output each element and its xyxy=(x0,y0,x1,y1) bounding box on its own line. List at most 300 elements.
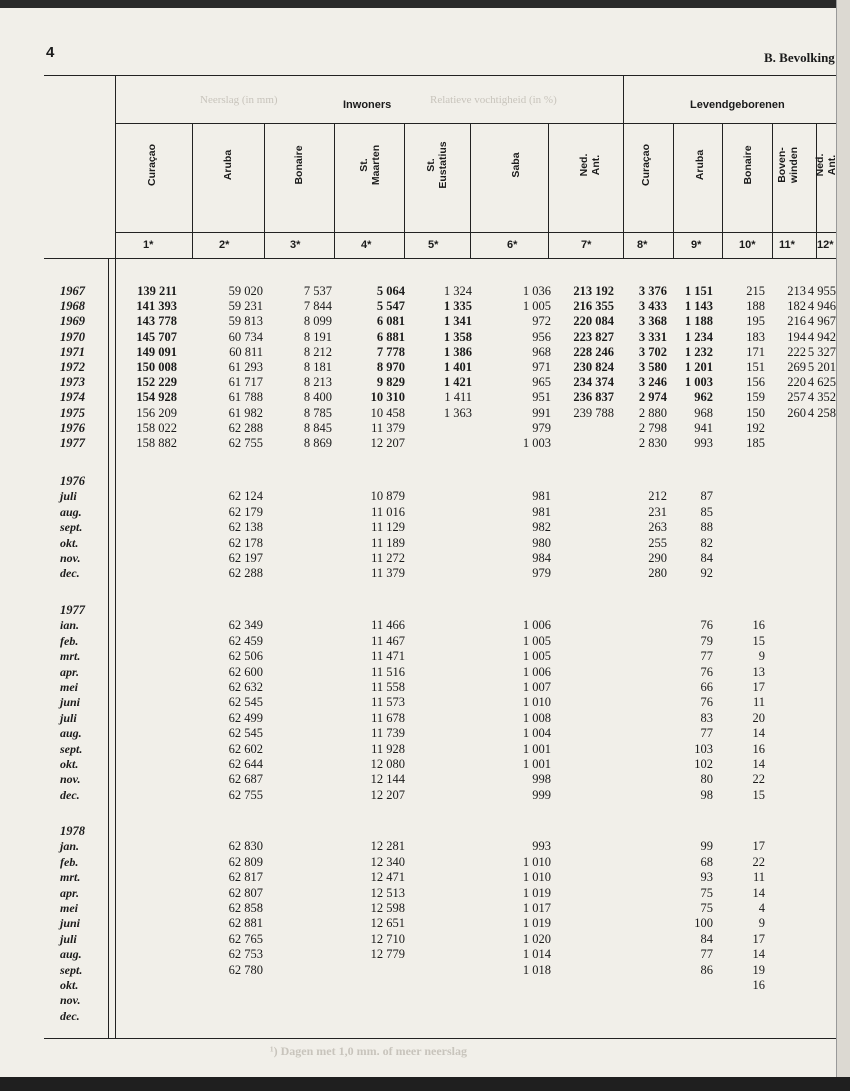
table-cell: 11 272 xyxy=(371,551,405,565)
table-cell: 965 xyxy=(532,375,551,390)
table-cell: 220 xyxy=(787,375,806,390)
column-header-line: winden xyxy=(788,146,800,184)
table-cell: 10 310 xyxy=(370,390,405,405)
row-label: dec. xyxy=(60,787,80,802)
table-cell: 1 358 xyxy=(443,329,472,344)
table-cell: 1 421 xyxy=(443,375,472,390)
table-cell: 77 xyxy=(700,649,713,664)
header-rule xyxy=(115,232,836,233)
table-cell: 12 340 xyxy=(370,854,405,869)
table-cell: 59 813 xyxy=(228,314,263,329)
table-cell: 1 324 xyxy=(443,284,472,298)
table-cell: 1 003 xyxy=(684,375,713,390)
table-cell: 11 739 xyxy=(371,726,405,741)
table-cell: 1 004 xyxy=(522,726,551,741)
table-cell: 968 xyxy=(694,405,713,420)
scan-top-edge xyxy=(0,0,850,8)
table-cell: 11 928 xyxy=(371,741,405,756)
table-cell: 8 845 xyxy=(303,420,332,435)
table-cell: 62 459 xyxy=(228,633,263,648)
table-cell: 239 788 xyxy=(573,405,614,420)
table-cell: 62 545 xyxy=(228,726,263,741)
table-cell: 16 xyxy=(752,741,765,756)
table-cell: 234 374 xyxy=(573,375,614,390)
scan-right-edge xyxy=(836,0,850,1091)
column-number: 10* xyxy=(739,239,756,251)
table-cell: 61 717 xyxy=(228,375,263,390)
column-number: 11* xyxy=(779,239,795,251)
table-cell: 1 005 xyxy=(522,633,551,648)
table-cell: 1 008 xyxy=(522,710,551,725)
row-label: nov. xyxy=(60,772,81,787)
table-cell: 149 091 xyxy=(136,344,177,359)
table-cell: 11 516 xyxy=(371,664,405,679)
table-cell: 61 982 xyxy=(228,405,263,420)
row-label: dec. xyxy=(60,1008,80,1023)
table-cell: 1 010 xyxy=(522,870,551,885)
row-label: aug. xyxy=(60,947,82,962)
table-cell: 255 xyxy=(648,535,667,550)
table-cell: 16 xyxy=(752,618,765,633)
row-label: apr. xyxy=(60,885,80,900)
table-cell: 62 138 xyxy=(228,520,263,535)
table-cell: 1 019 xyxy=(522,916,551,931)
group-levendgeborenen: Levendgeborenen xyxy=(690,99,785,111)
table-cell: 1 335 xyxy=(443,299,472,314)
table-cell: 8 213 xyxy=(303,375,332,390)
table-cell: 951 xyxy=(532,390,551,405)
table-cell: 1 188 xyxy=(684,314,713,329)
table-cell: 3 331 xyxy=(638,329,667,344)
column-number: 6* xyxy=(507,239,518,251)
table-cell: 62 178 xyxy=(228,535,263,550)
row-label: mrt. xyxy=(60,870,81,885)
table-cell: 14 xyxy=(752,947,765,962)
table-cell: 216 xyxy=(787,314,806,329)
table-cell: 171 xyxy=(746,344,765,359)
table-cell: 4 625 xyxy=(807,375,836,390)
column-header-line: St. xyxy=(358,158,370,172)
row-label: 1973 xyxy=(60,375,85,390)
table-top-rule xyxy=(44,75,836,76)
row-label: okt. xyxy=(60,535,79,550)
scan-bottom-edge xyxy=(0,1077,850,1091)
table-cell: 1 143 xyxy=(684,299,713,314)
row-label: 1972 xyxy=(60,360,85,374)
column-header-5 xyxy=(425,110,449,220)
row-label: 1967 xyxy=(60,284,85,298)
column-header-line: Aruba xyxy=(694,149,706,181)
table-cell: 62 755 xyxy=(228,787,263,802)
row-label: 1975 xyxy=(60,405,85,420)
column-header-line: St. xyxy=(425,158,437,172)
row-label: juni xyxy=(60,695,81,710)
column-divider xyxy=(548,123,549,258)
table-cell: 257 xyxy=(787,390,806,405)
table-cell: 7 844 xyxy=(303,299,332,314)
column-number: 7* xyxy=(581,239,592,251)
table-cell: 3 433 xyxy=(638,299,667,314)
table-cell: 1 005 xyxy=(522,299,551,314)
table-cell: 984 xyxy=(532,551,551,565)
table-cell: 213 192 xyxy=(573,284,614,298)
table-cell: 4 352 xyxy=(807,390,836,405)
table-cell: 236 837 xyxy=(573,390,614,405)
column-header-line: Ant. xyxy=(590,154,602,176)
table-cell: 14 xyxy=(752,757,765,771)
table-cell: 228 246 xyxy=(573,344,614,359)
table-cell: 5 201 xyxy=(807,360,836,374)
row-label: 1976 xyxy=(60,420,85,435)
table-cell: 22 xyxy=(752,772,765,787)
table-cell: 87 xyxy=(700,489,713,504)
table-cell: 99 xyxy=(700,839,713,854)
table-cell: 230 824 xyxy=(573,360,614,374)
table-cell: 12 710 xyxy=(370,931,405,946)
table-cell: 1 234 xyxy=(684,329,713,344)
header-bottom-rule xyxy=(44,258,836,259)
row-label: jan. xyxy=(60,839,80,854)
row-label: aug. xyxy=(60,726,82,741)
table-cell: 260 xyxy=(787,405,806,420)
column-divider xyxy=(623,123,624,258)
table-cell: 62 807 xyxy=(228,885,263,900)
table-cell: 982 xyxy=(532,520,551,535)
table-cell: 143 778 xyxy=(136,314,177,329)
table-cell: 151 xyxy=(746,360,765,374)
table-cell: 152 229 xyxy=(136,375,177,390)
table-cell: 7 778 xyxy=(376,344,405,359)
column-header-7 xyxy=(578,110,602,220)
table-cell: 3 376 xyxy=(638,284,667,298)
column-header-3 xyxy=(293,110,305,220)
table-cell: 11 558 xyxy=(371,680,405,694)
table-cell: 8 400 xyxy=(303,390,332,405)
table-cell: 8 181 xyxy=(303,360,332,374)
table-cell: 62 755 xyxy=(228,436,263,450)
table-cell: 62 687 xyxy=(228,772,263,787)
table-cell: 15 xyxy=(752,787,765,802)
table-cell: 12 513 xyxy=(370,885,405,900)
table-cell: 76 xyxy=(700,664,713,679)
column-header-line: Saba xyxy=(510,152,522,178)
column-header-line: Ned. xyxy=(814,153,826,177)
column-number: 8* xyxy=(637,239,648,251)
table-cell: 88 xyxy=(700,520,713,535)
table-cell: 82 xyxy=(700,535,713,550)
table-cell: 1 010 xyxy=(522,854,551,869)
table-cell: 1 151 xyxy=(684,284,713,298)
table-cell: 17 xyxy=(752,931,765,946)
stub-divider xyxy=(115,75,116,1038)
table-cell: 17 xyxy=(752,839,765,854)
row-label: sept. xyxy=(60,520,83,535)
table-cell: 12 281 xyxy=(370,839,405,854)
table-cell: 68 xyxy=(700,854,713,869)
table-cell: 962 xyxy=(694,390,713,405)
table-cell: 222 xyxy=(787,344,806,359)
table-cell: 11 466 xyxy=(371,618,405,633)
table-cell: 1 411 xyxy=(444,390,472,405)
table-cell: 998 xyxy=(532,772,551,787)
table-cell: 1 386 xyxy=(443,344,472,359)
column-header-9 xyxy=(694,110,706,220)
table-cell: 971 xyxy=(532,360,551,374)
column-header-line: Eustatius xyxy=(437,141,449,189)
table-cell: 16 xyxy=(752,978,765,992)
table-cell: 62 545 xyxy=(228,695,263,710)
table-cell: 62 753 xyxy=(228,947,263,962)
row-label: feb. xyxy=(60,633,79,648)
table-cell: 20 xyxy=(752,710,765,725)
table-cell: 11 471 xyxy=(371,649,405,664)
row-label: okt. xyxy=(60,757,79,771)
table-cell: 223 827 xyxy=(573,329,614,344)
table-cell: 62 780 xyxy=(228,962,263,977)
table-cell: 1 005 xyxy=(522,649,551,664)
row-label: 1968 xyxy=(60,299,85,314)
table-cell: 1 019 xyxy=(522,885,551,900)
table-cell: 79 xyxy=(700,633,713,648)
row-label: nov. xyxy=(60,551,81,565)
table-cell: 139 211 xyxy=(137,284,177,298)
bleed-header-vochtigheid: Relatieve vochtigheid (in %) xyxy=(430,94,557,106)
column-header-4 xyxy=(358,110,382,220)
table-cell: 14 xyxy=(752,726,765,741)
table-cell: 2 880 xyxy=(638,405,667,420)
table-cell: 76 xyxy=(700,695,713,710)
table-cell: 14 xyxy=(752,885,765,900)
column-number: 12* xyxy=(817,239,834,251)
column-header-10 xyxy=(742,110,754,220)
row-label: juni xyxy=(60,916,81,931)
column-header-8 xyxy=(640,110,652,220)
table-cell: 11 678 xyxy=(371,710,405,725)
table-cell: 5 064 xyxy=(376,284,405,298)
table-cell: 84 xyxy=(700,551,713,565)
table-cell: 11 467 xyxy=(371,633,405,648)
table-cell: 19 xyxy=(752,962,765,977)
table-cell: 4 955 xyxy=(807,284,836,298)
table-cell: 83 xyxy=(700,710,713,725)
table-cell: 62 349 xyxy=(228,618,263,633)
table-cell: 11 379 xyxy=(371,420,405,435)
column-number: 2* xyxy=(219,239,230,251)
table-cell: 62 602 xyxy=(228,741,263,756)
table-cell: 1 363 xyxy=(443,405,472,420)
table-cell: 4 942 xyxy=(807,329,836,344)
column-divider xyxy=(192,123,193,258)
table-cell: 4 967 xyxy=(807,314,836,329)
table-cell: 62 197 xyxy=(228,551,263,565)
table-cell: 12 779 xyxy=(370,947,405,962)
table-cell: 8 212 xyxy=(303,344,332,359)
table-cell: 8 099 xyxy=(303,314,332,329)
table-cell: 183 xyxy=(746,329,765,344)
column-header-line: Ned. xyxy=(578,153,590,177)
table-cell: 10 458 xyxy=(370,405,405,420)
table-cell: 979 xyxy=(532,566,551,581)
table-cell: 1 018 xyxy=(522,962,551,977)
table-cell: 103 xyxy=(694,741,713,756)
table-cell: 11 129 xyxy=(371,520,405,535)
table-cell: 12 471 xyxy=(370,870,405,885)
table-cell: 141 393 xyxy=(136,299,177,314)
table-cell: 59 020 xyxy=(228,284,263,298)
table-cell: 75 xyxy=(700,901,713,915)
table-cell: 993 xyxy=(694,436,713,450)
row-label: 1974 xyxy=(60,390,85,405)
table-cell: 7 537 xyxy=(303,284,332,298)
table-cell: 62 600 xyxy=(228,664,263,679)
table-cell: 269 xyxy=(787,360,806,374)
table-cell: 11 573 xyxy=(371,695,405,710)
table-cell: 8 970 xyxy=(376,360,405,374)
block-year: 1976 xyxy=(60,474,85,488)
table-cell: 4 258 xyxy=(807,405,836,420)
table-cell: 968 xyxy=(532,344,551,359)
table-cell: 62 817 xyxy=(228,870,263,885)
row-label: dec. xyxy=(60,566,80,581)
table-cell: 188 xyxy=(746,299,765,314)
table-cell: 92 xyxy=(700,566,713,581)
table-cell: 76 xyxy=(700,618,713,633)
column-header-line: Bonaire xyxy=(293,145,305,185)
table-cell: 980 xyxy=(532,535,551,550)
table-cell: 12 207 xyxy=(370,787,405,802)
table-cell: 4 946 xyxy=(807,299,836,314)
table-cell: 60 811 xyxy=(229,344,263,359)
table-cell: 1 020 xyxy=(522,931,551,946)
table-cell: 62 644 xyxy=(228,757,263,771)
table-cell: 59 231 xyxy=(228,299,263,314)
table-cell: 1 341 xyxy=(443,314,472,329)
table-cell: 956 xyxy=(532,329,551,344)
table-cell: 993 xyxy=(532,839,551,854)
table-cell: 22 xyxy=(752,854,765,869)
table-cell: 17 xyxy=(752,680,765,694)
table-cell: 62 881 xyxy=(228,916,263,931)
table-cell: 158 882 xyxy=(136,436,177,450)
table-cell: 10 879 xyxy=(370,489,405,504)
table-cell: 102 xyxy=(694,757,713,771)
stub-divider-inner xyxy=(108,258,109,1038)
table-cell: 981 xyxy=(532,489,551,504)
row-label: apr. xyxy=(60,664,80,679)
row-label: mei xyxy=(60,680,78,694)
table-cell: 62 858 xyxy=(228,901,263,915)
column-divider xyxy=(772,123,773,258)
table-cell: 62 506 xyxy=(228,649,263,664)
table-cell: 150 xyxy=(746,405,765,420)
column-divider xyxy=(404,123,405,258)
table-cell: 263 xyxy=(648,520,667,535)
bleed-footnote: ¹) Dagen met 1,0 mm. of meer neerslag xyxy=(270,1044,467,1058)
row-label: juli xyxy=(60,489,77,504)
table-cell: 231 xyxy=(648,504,667,519)
table-cell: 979 xyxy=(532,420,551,435)
column-header-11 xyxy=(776,110,800,220)
table-cell: 60 734 xyxy=(228,329,263,344)
table-cell: 77 xyxy=(700,726,713,741)
column-header-2 xyxy=(222,110,234,220)
table-cell: 62 632 xyxy=(228,680,263,694)
row-label: sept. xyxy=(60,962,83,977)
table-cell: 62 124 xyxy=(228,489,263,504)
page-number: 4 xyxy=(46,44,55,61)
table-cell: 61 293 xyxy=(228,360,263,374)
table-cell: 93 xyxy=(700,870,713,885)
table-cell: 84 xyxy=(700,931,713,946)
column-number: 3* xyxy=(290,239,301,251)
table-cell: 1 014 xyxy=(522,947,551,962)
column-header-line: Curaçao xyxy=(640,144,652,187)
table-cell: 85 xyxy=(700,504,713,519)
table-cell: 1 201 xyxy=(684,360,713,374)
column-number: 9* xyxy=(691,239,702,251)
table-cell: 150 008 xyxy=(136,360,177,374)
table-cell: 12 080 xyxy=(370,757,405,771)
block-year: 1977 xyxy=(60,603,85,617)
row-label: okt. xyxy=(60,978,79,992)
table-cell: 13 xyxy=(752,664,765,679)
table-cell: 62 809 xyxy=(228,854,263,869)
table-cell: 213 xyxy=(787,284,806,298)
table-cell: 2 798 xyxy=(638,420,667,435)
table-cell: 8 785 xyxy=(303,405,332,420)
table-cell: 1 036 xyxy=(522,284,551,298)
table-cell: 8 869 xyxy=(303,436,332,450)
table-cell: 1 017 xyxy=(522,901,551,915)
row-label: sept. xyxy=(60,741,83,756)
table-cell: 2 974 xyxy=(638,390,667,405)
table-cell: 1 010 xyxy=(522,695,551,710)
table-cell: 159 xyxy=(746,390,765,405)
table-cell: 1 003 xyxy=(522,436,551,450)
block-year: 1978 xyxy=(60,824,85,838)
column-divider xyxy=(470,123,471,258)
table-cell: 991 xyxy=(532,405,551,420)
row-label: juli xyxy=(60,710,77,725)
table-cell: 158 022 xyxy=(136,420,177,435)
table-cell: 156 209 xyxy=(136,405,177,420)
table-cell: 3 702 xyxy=(638,344,667,359)
table-cell: 5 547 xyxy=(376,299,405,314)
table-cell: 12 144 xyxy=(370,772,405,787)
row-label: mei xyxy=(60,901,78,915)
table-cell: 12 651 xyxy=(370,916,405,931)
row-label: 1969 xyxy=(60,314,85,329)
table-cell: 3 580 xyxy=(638,360,667,374)
column-divider xyxy=(722,123,723,258)
row-label: mrt. xyxy=(60,649,81,664)
table-cell: 5 327 xyxy=(807,344,836,359)
table-cell: 6 081 xyxy=(376,314,405,329)
table-cell: 62 830 xyxy=(228,839,263,854)
table-cell: 9 xyxy=(758,649,765,664)
column-header-6 xyxy=(510,110,522,220)
column-header-line: Maarten xyxy=(370,144,382,186)
table-cell: 156 xyxy=(746,375,765,390)
table-cell: 145 707 xyxy=(136,329,177,344)
row-label: 1977 xyxy=(60,436,85,450)
table-cell: 8 191 xyxy=(303,329,332,344)
table-cell: 195 xyxy=(746,314,765,329)
chapter-title: B. Bevolking xyxy=(764,50,835,65)
column-header-line: Boven- xyxy=(776,147,788,183)
column-header-line: Aruba xyxy=(222,149,234,181)
column-divider xyxy=(334,123,335,258)
